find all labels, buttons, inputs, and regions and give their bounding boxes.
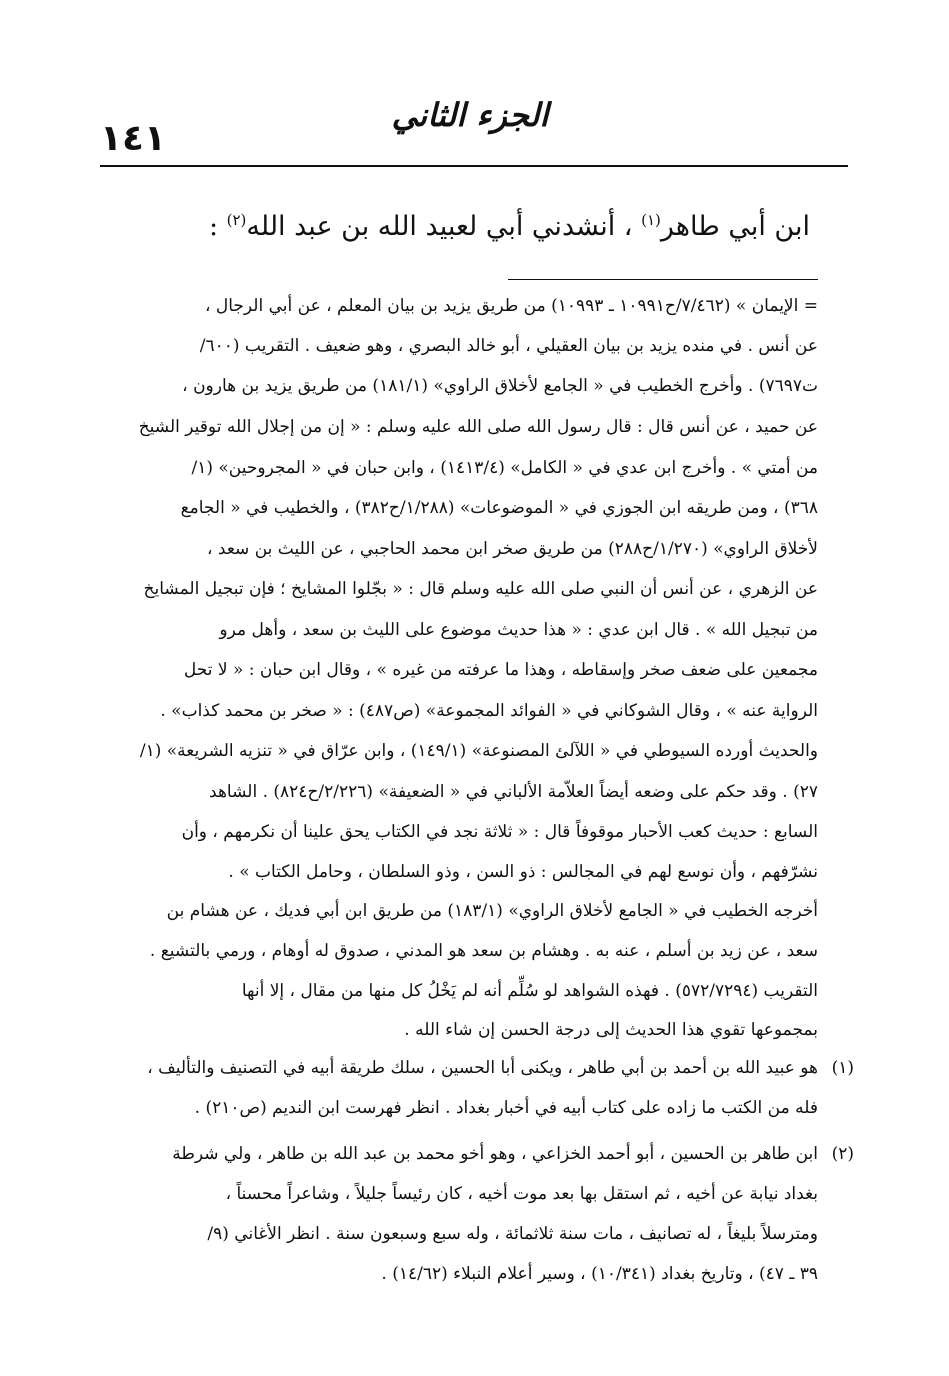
- footnote-line: لأخلاق الراوي» (١/٢٧٠/ح٢٨٨) من طريق صخر ابن محمد الحاجبي ، عن الليث بن سعد ،: [207, 539, 818, 559]
- main-text-part-3: :: [208, 211, 227, 242]
- footnote-line: هو عبيد الله بن أحمد بن أبي طاهر ، ويكنى أبا الحسين ، سلك طريقة أبيه في التصنيف والتأليف ،: [147, 1058, 818, 1078]
- footnote-line: ٣٩ ـ ٤٧) ، وتاريخ بغداد (١٠/٣٤١) ، وسير أعلام النبلاء (١٤/٦٢) .: [381, 1264, 818, 1284]
- footnote-line: ٣٦٨) ، ومن طريقه ابن الجوزي في « الموضوعات» (١/٢٨٨/ح٣٨٢) ، والخطيب في « الجامع: [180, 498, 818, 518]
- footnote-line: مجمعين على ضعف صخر وإسقاطه ، وهذا ما عرفته من غيره » ، وقال ابن حبان : « لا تحل: [183, 660, 818, 680]
- footnote-ref-1: (١): [641, 211, 661, 229]
- footnote-ref-2: (٢): [226, 211, 247, 229]
- footnote-line: = الإيمان » (٧/٤٦٢/ح١٠٩٩١ ـ ١٠٩٩٣) من طريق يزيد بن بيان المعلم ، عن أبي الرجال ،: [204, 296, 818, 316]
- footnote-line: أخرجه الخطيب في « الجامع لأخلاق الراوي» (١٨٣/١) من طريق ابن أبي فديك ، عن هشام بن: [166, 901, 818, 921]
- footnote-line: السابع : حديث كعب الأحبار موقوفاً قال : « ثلاثة نجد في الكتاب يحق علينا أن نكرمهم ، وأن: [181, 822, 818, 842]
- main-text-part-2: ، أنشدني أبي لعبيد الله بن عبد الله: [246, 211, 642, 242]
- header-rule: [100, 165, 848, 167]
- footnote-line: نشرّفهم ، وأن نوسع لهم في المجالس : ذو السن ، وذو السلطان ، وحامل الكتاب » .: [228, 862, 818, 882]
- footnote-2-marker: (٢): [831, 1144, 854, 1164]
- footnote-line: من تبجيل الله » . قال ابن عدي : « هذا حديث موضوع على الليث بن سعد ، وأهل مرو: [219, 620, 818, 640]
- footnote-line: ومترسلاً بليغاً ، له تصانيف ، مات سنة ثلاثمائة ، وله سبع وسبعون سنة . انظر الأغاني (٩/: [207, 1224, 818, 1244]
- footnote-line: بمجموعها تقوي هذا الحديث إلى درجة الحسن إن شاء الله .: [404, 1020, 818, 1040]
- footnote-line: سعد ، عن زيد بن أسلم ، عنه به . وهشام بن سعد هو المدني ، صدوق له أوهام ، ورمي بالتشيع .: [149, 941, 818, 961]
- footnote-line: من أمتي » . وأخرج ابن عدي في « الكامل» (١٤١٣/٤) ، وابن حبان في « المجروحين» (١/: [191, 458, 818, 478]
- footnote-line: ٢٧) . وقد حكم على وضعه أيضاً العلاّمة الألباني في « الضعيفة» (٢/٢٢٦/ح٨٢٤) . الشاهد: [209, 782, 818, 802]
- footnote-line: عن حميد ، عن أنس قال : قال رسول الله صلى الله عليه وسلم : « إن من إجلال الله توقير الشيخ: [138, 417, 818, 437]
- footnote-line: الرواية عنه » ، وقال الشوكاني في « الفوائد المجموعة» (ص٤٨٧) : « صخر بن محمد كذاب» .: [160, 701, 818, 721]
- footnote-line: فله من الكتب ما زاده على كتاب أبيه في أخبار بغداد . انظر فهرست ابن النديم (ص٢١٠) .: [194, 1098, 818, 1118]
- page-number: ١٤١: [100, 118, 166, 159]
- footnote-line: بغداد نيابة عن أخيه ، ثم استقل بها بعد موت أخيه ، كان رئيساً جليلاً ، وشاعراً محسناً ،: [225, 1184, 818, 1204]
- footnote-1-marker: (١): [831, 1058, 854, 1078]
- footnote-line: عن أنس . في منده يزيد بن بيان العقيلي ، أبو خالد البصري ، وهو ضعيف . التقريب (٦٠٠/: [199, 336, 818, 356]
- footnote-line: والحديث أورده السيوطي في « اللآلئ المصنوعة» (١٤٩/١) ، وابن عرّاق في « تنزيه الشريعة» (١/: [139, 741, 818, 761]
- footnote-line: ابن طاهر بن الحسين ، أبو أحمد الخزاعي ، وهو أخو محمد بن عبد الله بن طاهر ، ولي شرطة: [172, 1144, 818, 1164]
- footnote-line: التقريب (٥٧٢/٧٢٩٤) . فهذه الشواهد لو سُلِّم أنه لم يَخْلُ كل منها من مقال ، إلا أنها: [241, 981, 818, 1001]
- footnote-separator: [508, 279, 818, 280]
- footnote-line: عن الزهري ، عن أنس أن النبي صلى الله عليه وسلم قال : « بجّلوا المشايخ ؛ فإن تبجيل المشايخ: [143, 579, 818, 599]
- main-text-line: [150, 196, 810, 251]
- running-header: الجزء الثاني: [391, 96, 549, 134]
- footnote-line: ت٧٦٩٧) . وأخرج الخطيب في « الجامع لأخلاق الراوي» (١٨١/١) من طريق يزيد بن هارون ،: [182, 376, 818, 396]
- main-text-part-1: ابن أبي طاهر: [660, 211, 810, 242]
